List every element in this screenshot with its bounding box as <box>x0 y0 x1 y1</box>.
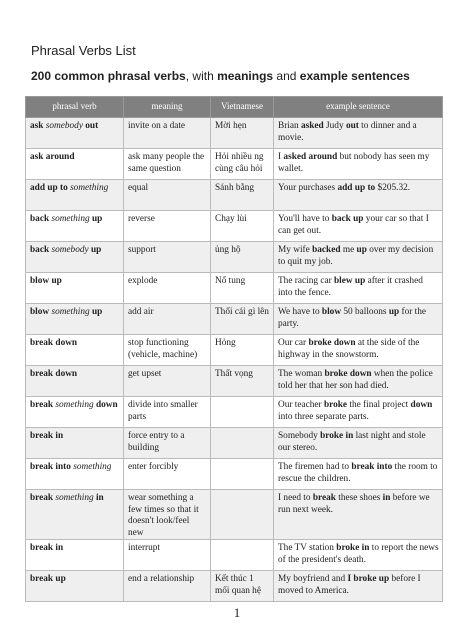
example-sentence-cell-segment: break <box>312 493 336 503</box>
example-sentence-cell-segment: back <box>331 214 351 224</box>
meaning-cell: enter forcibly <box>124 459 211 490</box>
table-row <box>26 366 443 397</box>
table-row <box>26 397 443 428</box>
table-row <box>26 180 443 211</box>
meaning-cell: equal <box>124 180 211 211</box>
phrasal-verb-cell-segment: up <box>89 307 103 317</box>
example-sentence-cell-segment: to dinner and a movie. <box>278 121 417 143</box>
table-row <box>26 304 443 335</box>
meaning-cell: ask many people the same question <box>124 149 211 180</box>
phrasal-verb-cell-segment: ask around <box>30 152 75 162</box>
phrasal-verb-cell-segment: up <box>89 214 103 224</box>
table-row <box>26 571 443 602</box>
phrasal-verb-cell <box>26 335 124 366</box>
meaning-cell: invite on a date <box>124 118 211 149</box>
vietnamese-cell: Hỏi nhiều ng cùng câu hỏi <box>211 149 274 180</box>
phrasal-verb-cell <box>26 540 124 571</box>
example-sentence-cell-segment: before I moved to America. <box>278 574 421 596</box>
vietnamese-cell: Nổ tung <box>211 273 274 304</box>
vietnamese-cell: Hỏng <box>211 335 274 366</box>
example-sentence-cell-segment: down <box>410 400 433 410</box>
meaning-cell: add air <box>124 304 211 335</box>
vietnamese-cell: Chạy lùi <box>211 211 274 242</box>
phrasal-verb-cell-segment: break into <box>30 462 74 472</box>
example-sentence-cell <box>274 211 443 242</box>
example-sentence-cell-segment: broke <box>323 400 348 410</box>
example-sentence-cell <box>274 242 443 273</box>
phrasal-verb-cell-segment: break down <box>30 369 78 379</box>
phrasal-verb-cell <box>26 490 124 540</box>
example-sentence-cell-segment: Brian <box>278 121 301 131</box>
header-vietnamese: Vietnamese <box>211 97 274 118</box>
example-sentence-cell-segment: last night and stole our stereo. <box>278 431 426 453</box>
table-row <box>26 211 443 242</box>
phrasal-verb-cell-segment: back <box>30 245 52 255</box>
example-sentence-cell-segment: broke down <box>324 369 372 379</box>
phrasal-verb-cell-segment: something <box>51 307 90 317</box>
phrasal-verb-cell-segment: blow up <box>30 276 62 286</box>
example-sentence-cell-segment: $205.32. <box>375 183 411 193</box>
example-sentence-cell <box>274 366 443 397</box>
phrasal-verb-cell <box>26 459 124 490</box>
table-row <box>26 149 443 180</box>
example-sentence-cell-segment: before we run next week. <box>278 493 430 515</box>
example-sentence-cell-segment: for the party. <box>278 307 427 329</box>
vietnamese-cell: Thổi cái gì lên <box>211 304 274 335</box>
phrasal-verb-cell-segment: somebody <box>51 245 89 255</box>
vietnamese-cell: ủng hộ <box>211 242 274 273</box>
phrasal-verb-cell-segment: blow <box>30 307 52 317</box>
example-sentence-cell <box>274 428 443 459</box>
example-sentence-cell-segment: asked around <box>283 152 338 162</box>
phrasal-verb-cell-segment: something <box>55 493 94 503</box>
vietnamese-cell: Kết thúc 1 mối quan hệ <box>211 571 274 602</box>
phrasal-verb-cell-segment: add up to <box>30 183 71 193</box>
phrasal-verb-cell-segment: something <box>70 183 109 193</box>
example-sentence-cell-segment: after it crashed into the fence. <box>278 276 423 298</box>
vietnamese-cell <box>211 459 274 490</box>
example-sentence-cell-segment: You'll have to <box>278 214 332 224</box>
example-sentence-cell-segment: broke in <box>336 543 370 553</box>
vietnamese-cell <box>211 428 274 459</box>
example-sentence-cell-segment: asked <box>300 121 324 131</box>
example-sentence-cell-segment: backed <box>312 245 341 255</box>
vietnamese-cell: Thất vọng <box>211 366 274 397</box>
example-sentence-cell <box>274 540 443 571</box>
meaning-cell: wear something a few times so that it doesn't look/feel new <box>124 490 211 540</box>
phrasal-verb-cell <box>26 149 124 180</box>
phrasal-verb-cell <box>26 211 124 242</box>
header-phrasal-verb: phrasal verb <box>26 97 124 118</box>
table-row <box>26 335 443 366</box>
phrasal-verb-cell-segment: ask <box>30 121 46 131</box>
example-sentence-cell <box>274 304 443 335</box>
subtitle-part-4: and <box>273 69 300 83</box>
phrasal-verb-cell-segment: break in <box>30 431 64 441</box>
example-sentence-cell-segment: Our car <box>278 338 309 348</box>
example-sentence-cell-segment: but nobody has seen my wallet. <box>278 152 430 174</box>
table-body <box>26 118 443 602</box>
meaning-cell: force entry to a building <box>124 428 211 459</box>
phrasal-verb-cell-segment: somebody <box>45 121 83 131</box>
subtitle-part-3: meanings <box>217 69 274 83</box>
example-sentence-cell-segment: The firemen had to <box>278 462 352 472</box>
header-example-sentence: example sentence <box>274 97 443 118</box>
example-sentence-cell-segment: broke down <box>308 338 356 348</box>
example-sentence-cell-segment: Somebody <box>278 431 321 441</box>
table-header-row <box>26 97 443 118</box>
subtitle-part-2: , with <box>185 69 218 83</box>
table-row <box>26 118 443 149</box>
example-sentence-cell-segment: I broke up <box>347 574 390 584</box>
example-sentence-cell-segment: I need to <box>278 493 313 503</box>
phrasal-verb-cell-segment: something <box>51 214 90 224</box>
header-meaning: meaning <box>124 97 211 118</box>
phrasal-verb-cell <box>26 397 124 428</box>
example-sentence-cell <box>274 397 443 428</box>
example-sentence-cell-segment: We have to <box>278 307 322 317</box>
phrasal-verb-cell-segment: break <box>30 493 56 503</box>
example-sentence-cell-segment: to report the news of the president's death. <box>278 543 439 565</box>
page-number: 1 <box>233 605 241 620</box>
example-sentence-cell-segment: the room to rescue the children. <box>278 462 438 484</box>
example-sentence-cell <box>274 459 443 490</box>
example-sentence-cell <box>274 118 443 149</box>
example-sentence-cell-segment: into three separate parts. <box>278 411 369 422</box>
phrasal-verb-cell-segment: break <box>30 400 56 410</box>
phrasal-verb-cell-segment: up <box>88 245 102 255</box>
example-sentence-cell-segment: break into <box>351 462 393 472</box>
phrasal-verb-cell <box>26 273 124 304</box>
example-sentence-cell-segment: add up to <box>337 183 376 193</box>
phrasal-verb-cell-segment: down <box>93 400 118 410</box>
example-sentence-cell-segment: I <box>278 152 284 162</box>
meaning-cell: reverse <box>124 211 211 242</box>
phrasal-verb-cell <box>26 428 124 459</box>
table-row <box>26 490 443 540</box>
example-sentence-cell-segment: over my decision to quit my job. <box>278 245 434 267</box>
phrasal-verb-cell-segment: out <box>82 121 99 131</box>
example-sentence-cell-segment: the final project <box>347 400 411 410</box>
phrasal-verb-cell-segment: something <box>73 462 112 472</box>
meaning-cell: support <box>124 242 211 273</box>
phrasal-verb-cell <box>26 242 124 273</box>
subtitle-part-5: example sentences <box>299 69 410 83</box>
document-title: Phrasal Verbs List <box>31 43 136 58</box>
phrasal-verb-cell-segment: break up <box>30 574 66 584</box>
example-sentence-cell <box>274 149 443 180</box>
meaning-cell: explode <box>124 273 211 304</box>
meaning-cell: get upset <box>124 366 211 397</box>
phrasal-verb-cell <box>26 118 124 149</box>
example-sentence-cell-segment: up <box>388 307 400 317</box>
example-sentence-cell-segment: out <box>345 121 359 131</box>
example-sentence-cell-segment: My boyfriend and <box>278 574 348 584</box>
example-sentence-cell-segment: Judy <box>323 121 346 131</box>
example-sentence-cell-segment: The racing car <box>278 276 335 286</box>
example-sentence-cell-segment: 50 balloons <box>341 307 389 317</box>
example-sentence-cell-segment: when the police told her that her son had died. <box>278 369 433 391</box>
phrasal-verb-cell-segment: break in <box>30 543 64 553</box>
vietnamese-cell: Sánh bằng <box>211 180 274 211</box>
example-sentence-cell-segment: me <box>340 245 357 255</box>
phrasal-verb-cell-segment: break down <box>30 338 78 348</box>
example-sentence-cell-segment: Our teacher <box>278 400 324 410</box>
example-sentence-cell-segment: in <box>382 493 391 503</box>
example-sentence-cell-segment: The woman <box>278 369 325 379</box>
example-sentence-cell <box>274 335 443 366</box>
example-sentence-cell-segment: up <box>356 245 367 255</box>
vietnamese-cell: Mời hẹn <box>211 118 274 149</box>
table-row <box>26 459 443 490</box>
example-sentence-cell-segment: these shoes <box>335 493 383 503</box>
example-sentence-cell-segment: your car so that I can get out. <box>278 214 429 236</box>
meaning-cell: divide into smaller parts <box>124 397 211 428</box>
example-sentence-cell <box>274 273 443 304</box>
example-sentence-cell-segment: Your purchases <box>278 183 338 193</box>
example-sentence-cell-segment: at the side of the highway in the snowstorm. <box>278 338 420 360</box>
table-row <box>26 540 443 571</box>
table-row <box>26 428 443 459</box>
example-sentence-cell-segment: blow <box>321 307 342 317</box>
phrasal-verb-cell-segment: something <box>55 400 94 410</box>
vietnamese-cell <box>211 490 274 540</box>
meaning-cell: interrupt <box>124 540 211 571</box>
vietnamese-cell <box>211 397 274 428</box>
example-sentence-cell <box>274 571 443 602</box>
example-sentence-cell-segment: My wife <box>278 245 313 255</box>
phrasal-verb-cell <box>26 304 124 335</box>
example-sentence-cell <box>274 180 443 211</box>
phrasal-verb-cell-segment: in <box>93 493 104 503</box>
phrasal-verb-cell <box>26 180 124 211</box>
table-row <box>26 273 443 304</box>
phrasal-verb-cell-segment: back <box>30 214 52 224</box>
phrasal-verb-cell <box>26 571 124 602</box>
subtitle-part-1: 200 common phrasal verbs <box>31 69 186 83</box>
phrasal-verbs-table <box>25 96 443 602</box>
phrasal-verb-cell <box>26 366 124 397</box>
vietnamese-cell <box>211 540 274 571</box>
example-sentence-cell-segment: up <box>353 214 364 224</box>
meaning-cell: end a relationship <box>124 571 211 602</box>
document-subtitle <box>31 69 410 83</box>
example-sentence-cell-segment: The TV station <box>278 543 337 553</box>
example-sentence-cell-segment: blew up <box>334 276 366 286</box>
table-row <box>26 242 443 273</box>
example-sentence-cell-segment: broke in <box>320 431 354 441</box>
meaning-cell: stop functioning (vehicle, machine) <box>124 335 211 366</box>
example-sentence-cell <box>274 490 443 540</box>
